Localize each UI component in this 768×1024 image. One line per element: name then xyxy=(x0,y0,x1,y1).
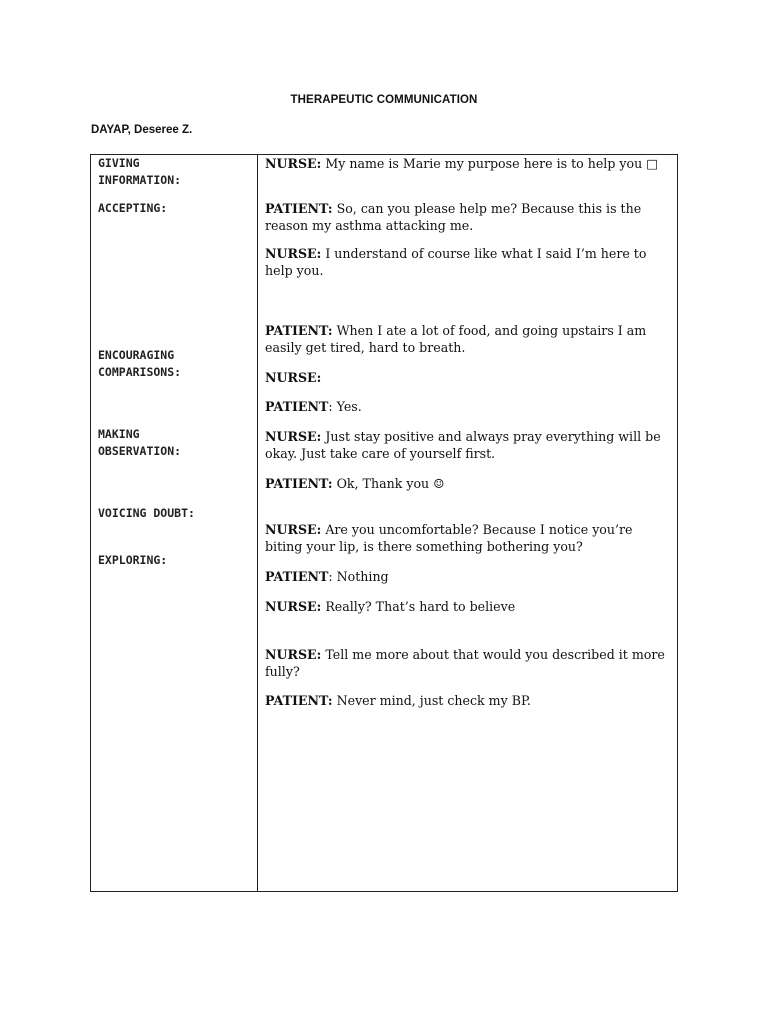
utterance-text: Are you uncomfortable? Because I notice you’re biting your lip, is there something bothering you? xyxy=(265,522,633,554)
utterance-text: : Nothing xyxy=(328,569,389,584)
utterance-text: Just stay positive and always pray everything will be okay. Just take care of yourself first. xyxy=(265,429,661,461)
speaker-label: PATIENT: xyxy=(265,476,333,491)
technique-encouraging-comparisons: ENCOURAGING COMPARISONS: xyxy=(98,348,182,379)
speaker-label: NURSE: xyxy=(265,522,322,537)
utterance-text: So, can you please help me? Because this is the reason my asthma attacking me. xyxy=(265,201,642,233)
utterance-text: Really? That’s hard to believe xyxy=(321,599,516,614)
utterance-text: My name is Marie my purpose here is to help you □ xyxy=(321,156,659,171)
document-title: THERAPEUTIC COMMUNICATION xyxy=(290,94,478,106)
dialogue-line xyxy=(265,369,669,386)
communication-table xyxy=(90,154,678,892)
speaker-label: PATIENT: xyxy=(265,323,333,338)
speaker-label: NURSE: xyxy=(265,647,322,662)
technique-making-observation: MAKING OBSERVATION: xyxy=(98,427,182,458)
dialogue-line xyxy=(265,521,669,555)
dialogue-line xyxy=(265,646,669,680)
dialogue-line xyxy=(265,692,669,709)
technique-exploring: EXPLORING: xyxy=(98,553,168,567)
speaker-label: NURSE: xyxy=(265,156,322,171)
author-name: DAYAP, Deseree Z. xyxy=(91,124,193,136)
technique-voicing-doubt: VOICING DOUBT: xyxy=(98,506,195,520)
column-divider xyxy=(257,155,258,891)
utterance-text: I understand of course like what I said I’m here to help you. xyxy=(265,246,647,278)
utterance-text: Never mind, just check my BP. xyxy=(332,693,531,708)
technique-giving-information: GIVING INFORMATION: xyxy=(98,156,182,187)
utterance-text: Tell me more about that would you described it more fully? xyxy=(265,647,665,679)
dialogue-line xyxy=(265,322,669,356)
speaker-label: PATIENT: xyxy=(265,201,333,216)
speaker-label: NURSE: xyxy=(265,370,322,385)
speaker-label: NURSE: xyxy=(265,429,322,444)
dialogue-line xyxy=(265,245,669,279)
dialogue-line xyxy=(265,398,669,415)
utterance-text: When I ate a lot of food, and going upstairs I am easily get tired, hard to breath. xyxy=(265,323,647,355)
dialogue-line xyxy=(265,200,669,234)
utterance-text: : Yes. xyxy=(328,399,362,414)
utterance-text: Ok, Thank you ☺ xyxy=(332,476,445,491)
technique-accepting: ACCEPTING: xyxy=(98,201,168,215)
speaker-label: PATIENT xyxy=(265,569,329,584)
speaker-label: PATIENT: xyxy=(265,693,333,708)
speaker-label: NURSE: xyxy=(265,599,322,614)
speaker-label: NURSE: xyxy=(265,246,322,261)
speaker-label: PATIENT xyxy=(265,399,329,414)
dialogue-line xyxy=(265,568,669,585)
dialogue-line xyxy=(265,475,669,492)
dialogue-line xyxy=(265,155,669,172)
dialogue-line xyxy=(265,428,669,462)
dialogue-line xyxy=(265,598,669,615)
